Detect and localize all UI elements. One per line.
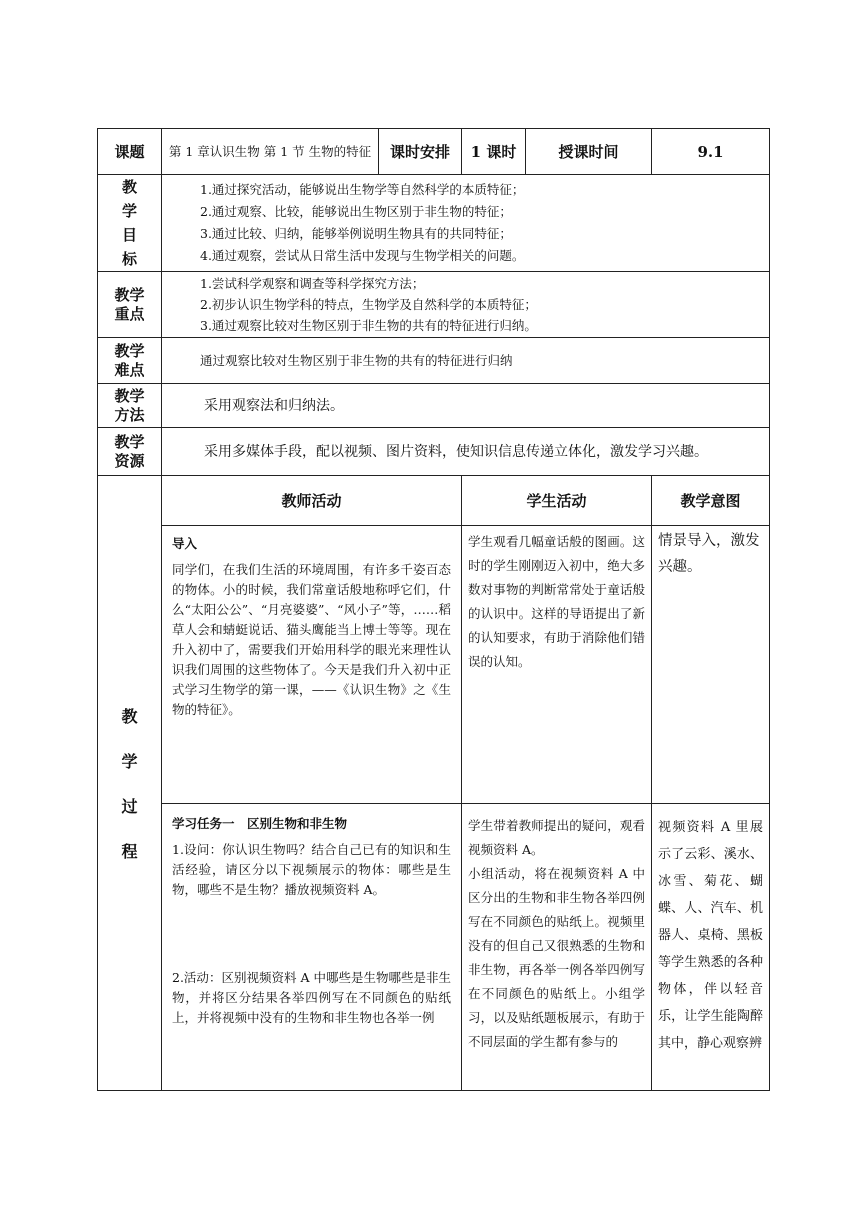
methods-label-line: 教学 bbox=[114, 386, 145, 405]
objectives-label-char: 目 bbox=[121, 226, 137, 244]
resources-label-line: 教学 bbox=[114, 432, 145, 451]
difficulties-label-line: 教学 bbox=[114, 341, 145, 360]
header-row bbox=[98, 129, 770, 175]
objectives-label bbox=[98, 175, 162, 272]
intro-teacher-cell bbox=[162, 526, 462, 804]
difficulties-label bbox=[98, 338, 162, 384]
objectives-label-char: 教 bbox=[121, 178, 137, 196]
topic-value: 第 1 章认识生物 第 1 节 生物的特征 bbox=[162, 129, 379, 175]
resources-content: 采用多媒体手段，配以视频、图片资料，使知识信息传递立体化，激发学习兴趣。 bbox=[162, 428, 770, 476]
objective-item: 4.通过观察，尝试从日常生活中发现与生物学相关的问题。 bbox=[200, 248, 525, 263]
methods-row bbox=[98, 384, 770, 428]
key-point-item: 1.尝试科学观察和调查等科学探究方法； bbox=[200, 276, 425, 291]
objective-item: 2.通过观察、比较，能够说出生物区别于非生物的特征； bbox=[200, 204, 512, 219]
intro-intent-cell bbox=[652, 526, 770, 804]
task1-teacher-text-1: 1.设问：你认识生物吗？结合自己已有的知识和生活经验，请区分以下视频展示的物体：哪些是生物，哪些不是生物？播放视频资料 A。 bbox=[172, 842, 451, 897]
objectives-content bbox=[162, 175, 770, 272]
key-point-item: 3.通过观察比较对生物区别于非生物的共有的特征进行归纳。 bbox=[200, 318, 537, 333]
difficulties-row bbox=[98, 338, 770, 384]
key-points-label-line: 重点 bbox=[114, 304, 145, 323]
col-student-header: 学生活动 bbox=[462, 476, 652, 526]
task1-row bbox=[98, 804, 770, 1091]
objectives-label-char: 标 bbox=[121, 250, 137, 268]
task1-intent-cell bbox=[652, 804, 770, 1091]
schedule-value: 1 课时 bbox=[462, 129, 526, 175]
intro-intent-text: 情景导入，激发兴趣。 bbox=[658, 533, 760, 575]
key-point-item: 2.初步认识生物学科的特点，生物学及自然科学的本质特征； bbox=[200, 297, 537, 312]
methods-label-line: 方法 bbox=[114, 405, 145, 424]
topic-label: 课题 bbox=[98, 129, 162, 175]
process-label-char: 过 bbox=[121, 797, 138, 816]
task1-teacher-cell bbox=[162, 804, 462, 1091]
objectives-label-char: 学 bbox=[121, 202, 137, 220]
objective-item: 1.通过探究活动，能够说出生物学等自然科学的本质特征； bbox=[200, 182, 525, 197]
objective-item: 3.通过比较、归纳，能够举例说明生物具有的共同特征； bbox=[200, 226, 512, 241]
task1-teacher-text-2: 2.活动：区别视频资料 A 中哪些是生物哪些是非生物，并将区分结果各举四例写在不同颜色的贴纸上，并将视频中没有的生物和非生物也各举一例 bbox=[172, 970, 451, 1025]
intro-row bbox=[98, 526, 770, 804]
intro-teacher-text: 同学们，在我们生活的环境周围，有许多千姿百态的物体。小的时候，我们常童话般地称呼它们，什么“太阳公公”、“月亮婆婆”、“风小子”等，……稻草人会和蜻蜓说话、猫头鹰能当上博士等等。现在升入初中了，需要我们开始用科学的眼光来理性认识我们周围的这些物体了。今天是我们升入初中正式学习生物学的第一课，——《认识生物》之《生物的特征》。 bbox=[172, 562, 451, 717]
task1-intent-text: 视频资料 A 里展示了云彩、溪水、冰雪、菊花、蝴蝶、人、汽车、机器人、桌椅、黑板等学生熟悉的各种物体，伴以轻音乐，让学生能陶醉其中，静心观察辨 bbox=[658, 820, 764, 1051]
process-label-char: 教 bbox=[121, 707, 138, 726]
intro-title: 导入 bbox=[172, 536, 198, 551]
resources-label bbox=[98, 428, 162, 476]
key-points-label bbox=[98, 272, 162, 338]
lesson-plan-table bbox=[97, 128, 770, 1091]
key-points-label-line: 教学 bbox=[114, 285, 145, 304]
methods-label bbox=[98, 384, 162, 428]
process-label bbox=[98, 476, 162, 1091]
difficulties-label-line: 难点 bbox=[114, 360, 145, 379]
col-intent-header: 教学意图 bbox=[652, 476, 770, 526]
key-points-row bbox=[98, 272, 770, 338]
difficulties-content: 通过观察比较对生物区别于非生物的共有的特征进行归纳 bbox=[162, 338, 770, 384]
schedule-label: 课时安排 bbox=[379, 129, 462, 175]
process-header-row bbox=[98, 476, 770, 526]
methods-content: 采用观察法和归纳法。 bbox=[162, 384, 770, 428]
resources-row bbox=[98, 428, 770, 476]
intro-student-cell bbox=[462, 526, 652, 804]
task1-student-text-2: 小组活动，将在视频资料 A 中区分出的生物和非生物各举四例写在不同颜色的贴纸上。视频里没有的但自己又很熟悉的生物和非生物，再各举一例各举四例写在不同颜色的贴纸上。小组学习，以及贴纸题板展示，有助于不同层面的学生都有参与的 bbox=[468, 866, 646, 1049]
task1-student-cell bbox=[462, 804, 652, 1091]
task1-title: 学习任务一 区别生物和非生物 bbox=[172, 816, 348, 831]
resources-label-line: 资源 bbox=[114, 451, 145, 470]
key-points-content bbox=[162, 272, 770, 338]
process-label-char: 程 bbox=[121, 842, 138, 861]
intro-student-text: 学生观看几幅童话般的图画。这时的学生刚刚迈入初中，绝大多数对事物的判断常常处于童话般的认识中。这样的导语提出了新的认知要求，有助于消除他们错误的认知。 bbox=[468, 534, 646, 669]
time-label: 授课时间 bbox=[526, 129, 652, 175]
col-teacher-header: 教师活动 bbox=[162, 476, 462, 526]
process-label-char: 学 bbox=[121, 752, 138, 771]
time-value: 9.1 bbox=[652, 129, 770, 175]
task1-student-text-1: 学生带着教师提出的疑问，观看视频资料 A。 bbox=[468, 818, 646, 857]
objectives-row bbox=[98, 175, 770, 272]
